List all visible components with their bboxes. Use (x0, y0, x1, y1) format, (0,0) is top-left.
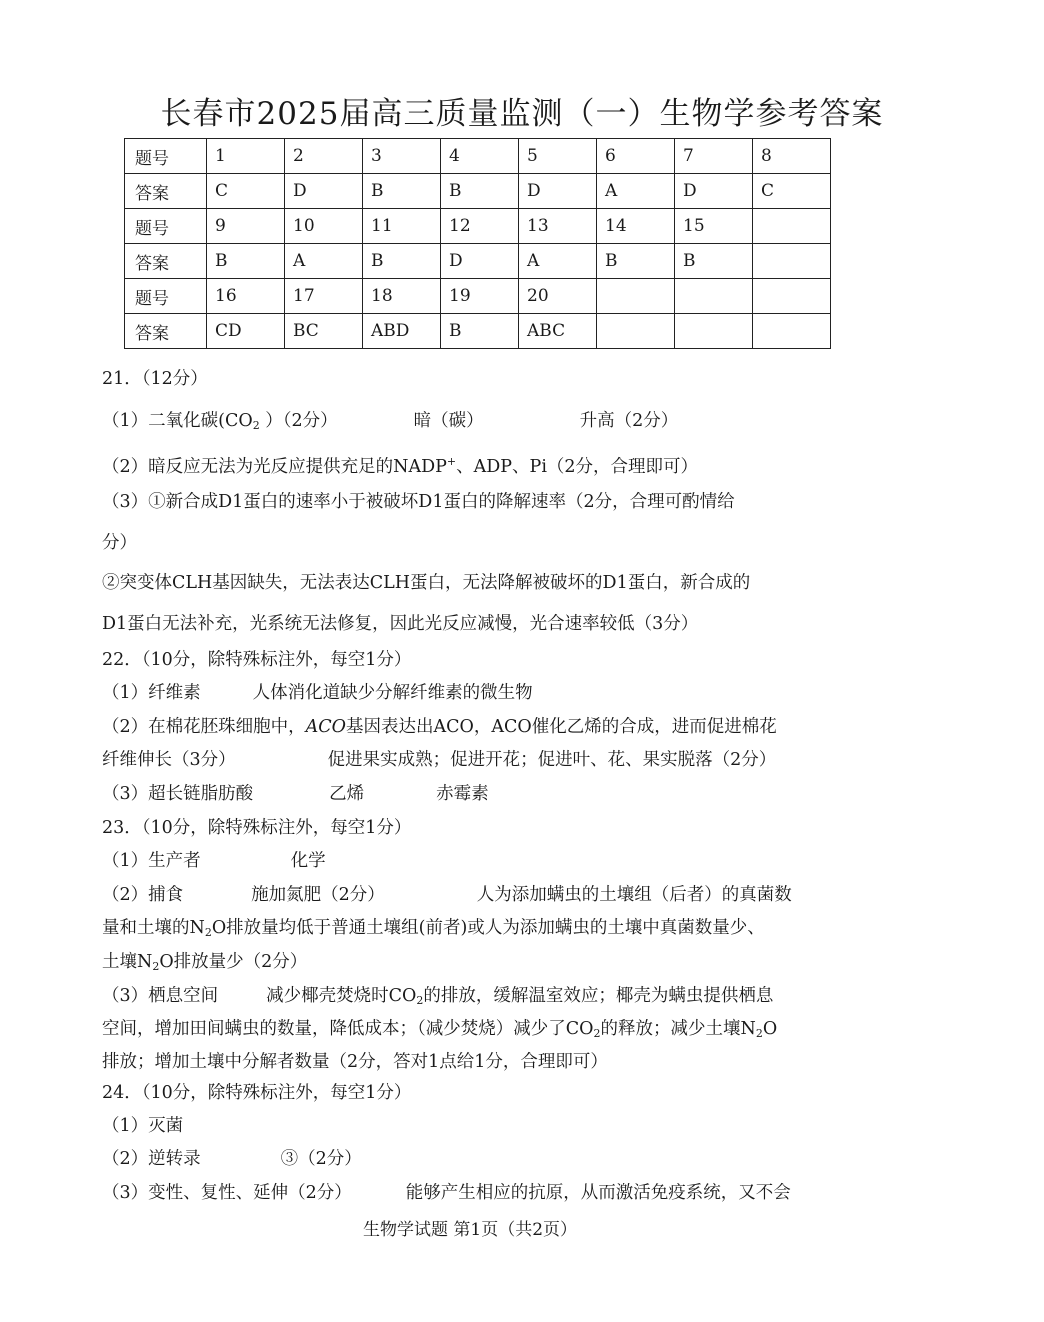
table-cell: 5 (519, 139, 597, 174)
row-label-cell: 题号 (125, 279, 207, 314)
table-cell: D (519, 174, 597, 209)
table-cell: 16 (207, 279, 285, 314)
q21-heading: 21．（12分） (102, 369, 208, 389)
q23-part1: （1）生产者 化学 (102, 851, 326, 871)
table-cell: BC (285, 314, 363, 349)
table-cell (753, 209, 831, 244)
q21-part1: （1）二氧化碳($CO_2$ ）（2分） 暗（碳） 升高（2分） (102, 411, 679, 432)
page-title: 长春市2025届高三质量监测（一）生物学参考答案 (160, 96, 884, 132)
table-row (125, 314, 831, 349)
q23-part3-line1: （3）栖息空间 减少椰壳焚烧时$CO_2$的排放，缓解温室效应；椰壳为螨虫提供栖息 (102, 986, 774, 1007)
table-cell: 8 (753, 139, 831, 174)
q24-part2: （2）逆转录 ③（2分） (102, 1149, 362, 1169)
table-cell: C (753, 174, 831, 209)
table-cell: 9 (207, 209, 285, 244)
q21-part3-line3: ②突变体CLH基因缺失，无法表达CLH蛋白，无法降解被破坏的D1蛋白，新合成的 (102, 573, 751, 593)
table-cell (753, 279, 831, 314)
table-cell: A (285, 244, 363, 279)
table-cell: 12 (441, 209, 519, 244)
table-cell (675, 279, 753, 314)
table-cell: CD (207, 314, 285, 349)
q23-part3-line2: 空间，增加田间螨虫的数量，降低成本；（减少焚烧）减少了$CO_2$的释放；减少土壤$N_2O$ (102, 1019, 778, 1040)
q23-heading: 23．（10分，除特殊标注外，每空1分） (102, 818, 412, 838)
q22-part3: （3）超长链脂肪酸 乙烯 赤霉素 (102, 784, 489, 804)
table-cell: 10 (285, 209, 363, 244)
table-cell: D (285, 174, 363, 209)
table-cell: 19 (441, 279, 519, 314)
table-row (125, 139, 831, 174)
table-cell: B (207, 244, 285, 279)
q21-part3-line2: 分） (102, 533, 137, 553)
row-label-cell: 答案 (125, 314, 207, 349)
table-cell (753, 314, 831, 349)
q22-part2-line2: 纤维伸长（3分） 促进果实成熟；促进开花；促进叶、花、果实脱落（2分） (102, 750, 777, 770)
row-label-cell: 答案 (125, 174, 207, 209)
table-cell: 13 (519, 209, 597, 244)
q21-part2: （2）暗反应无法为光反应提供充足的NADP+、ADP、Pi（2分，合理即可） (102, 455, 699, 477)
table-cell: B (363, 174, 441, 209)
table-cell: 17 (285, 279, 363, 314)
table-cell: 14 (597, 209, 675, 244)
table-cell (675, 314, 753, 349)
table-cell: B (441, 174, 519, 209)
q22-part1: （1）纤维素 人体消化道缺少分解纤维素的微生物 (102, 683, 533, 703)
table-cell: 18 (363, 279, 441, 314)
row-label-cell: 答案 (125, 244, 207, 279)
table-cell: B (597, 244, 675, 279)
table-row (125, 279, 831, 314)
table-cell: D (675, 174, 753, 209)
q21-part3-line1: （3）①新合成D1蛋白的速率小于被破坏D1蛋白的降解速率（2分，合理可酌情给 (102, 492, 735, 512)
table-cell (597, 314, 675, 349)
table-cell: 20 (519, 279, 597, 314)
table-row (125, 244, 831, 279)
q22-part2-line1: （2）在棉花胚珠细胞中，ACO基因表达出ACO，ACO催化乙烯的合成，进而促进棉花 (102, 717, 777, 737)
q23-part3-line3: 排放；增加土壤中分解者数量（2分，答对1点给1分，合理即可） (102, 1052, 608, 1072)
row-label-cell: 题号 (125, 139, 207, 174)
table-row (125, 209, 831, 244)
table-cell: ABD (363, 314, 441, 349)
table-cell: ABC (519, 314, 597, 349)
table-cell: D (441, 244, 519, 279)
table-cell: B (675, 244, 753, 279)
page-footer: 生物学试题 第1页（共2页） (362, 1220, 578, 1240)
table-cell: B (441, 314, 519, 349)
table-cell: 11 (363, 209, 441, 244)
q23-part2-line3: 土壤$N_2O$排放量少（2分） (102, 952, 308, 973)
row-label-cell: 题号 (125, 209, 207, 244)
q24-heading: 24．（10分，除特殊标注外，每空1分） (102, 1083, 412, 1103)
table-cell: 7 (675, 139, 753, 174)
table-row (125, 174, 831, 209)
answer-table (124, 138, 831, 349)
q22-heading: 22．（10分，除特殊标注外，每空1分） (102, 650, 412, 670)
table-cell: 15 (675, 209, 753, 244)
q23-part2-line2: 量和土壤的$N_2O$排放量均低于普通土壤组(前者)或人为添加螨虫的土壤中真菌数量少、 (102, 918, 765, 939)
table-cell: A (519, 244, 597, 279)
table-cell: 4 (441, 139, 519, 174)
table-cell: A (597, 174, 675, 209)
q21-part3-line4: D1蛋白无法补充，光系统无法修复，因此光反应减慢，光合速率较低（3分） (102, 614, 699, 634)
table-cell (753, 244, 831, 279)
q23-part2-line1: （2）捕食 施加氮肥（2分） 人为添加螨虫的土壤组（后者）的真菌数 (102, 885, 792, 905)
table-cell: 6 (597, 139, 675, 174)
table-cell: 2 (285, 139, 363, 174)
table-cell (597, 279, 675, 314)
q24-part1: （1）灭菌 (102, 1116, 184, 1136)
table-cell: 1 (207, 139, 285, 174)
q24-part3: （3）变性、复性、延伸（2分） 能够产生相应的抗原，从而激活免疫系统，又不会 (102, 1183, 791, 1203)
table-cell: B (363, 244, 441, 279)
table-cell: 3 (363, 139, 441, 174)
table-cell: C (207, 174, 285, 209)
